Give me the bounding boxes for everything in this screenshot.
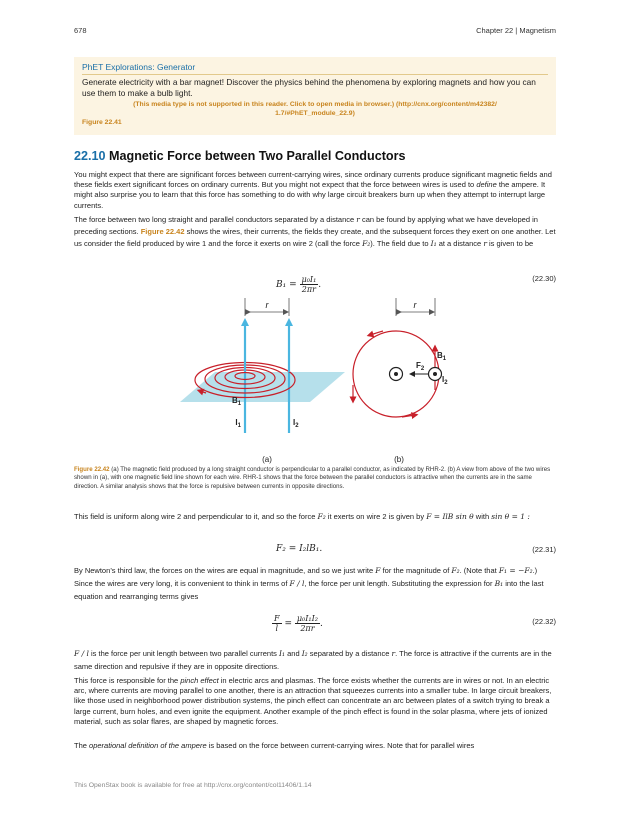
text: it exerts on wire 2 is given by — [327, 512, 425, 521]
text: the ampere. It might also surprise you to learn that this force has something to do with why large circuit breakers burn up when they attempt to interrupt large currents. — [74, 180, 546, 210]
math-F: F — [375, 566, 381, 575]
text-emphasis: operational definition of the ampere — [89, 741, 207, 750]
eq32-lhs-numerator: F — [274, 614, 280, 623]
math-sin-eq: sin θ = 1 : — [491, 512, 530, 521]
math-I1: I₁ — [279, 649, 286, 658]
eq30-tail: . — [318, 280, 322, 290]
text: You might expect that there are significant forces between current-carrying wires, since ordinary currents produce significant magnetic fields and these fields exert significant forces on ordinary currents. But you might not expect that the force between wires is used to — [74, 170, 552, 190]
math-B1: B₁ — [494, 579, 504, 588]
math-I2: I₂ — [301, 649, 308, 658]
phet-box-title[interactable]: PhET Explorations: Generator — [82, 62, 196, 72]
label-B1-b: $B_1$ — [437, 351, 447, 362]
label-r-a: r — [265, 300, 269, 310]
figure-22-42 — [140, 290, 480, 466]
phet-figure-label: Figure 22.41 — [82, 119, 122, 126]
text: at a distance — [438, 239, 482, 248]
math-F2: F₂ — [317, 512, 326, 521]
footer[interactable]: This OpenStax book is available for free at http://cnx.org/content/col11406/1.14 — [74, 782, 312, 789]
label-a: (a) — [262, 455, 272, 464]
section-heading — [74, 149, 406, 163]
text: . The force is attractive if the currents are in the same direction and repulsive if they are in opposite directions. — [74, 649, 552, 671]
phet-media-link[interactable] — [82, 100, 548, 118]
text-emphasis: define — [476, 180, 497, 190]
text: ). The field due to — [370, 239, 429, 248]
eq32-rhs-fraction — [295, 614, 320, 633]
eq30-denominator: 2πr — [301, 285, 316, 294]
text: is the force per unit length between two parallel currents — [91, 649, 277, 658]
text: This force is responsible for the — [74, 676, 179, 685]
equation-number-30: (22.30) — [532, 274, 556, 283]
field-arrow-top — [370, 331, 383, 335]
eq32-numerator: μ₀I₁I₂ — [296, 614, 318, 623]
phet-box-divider — [82, 74, 548, 75]
paragraph-7 — [74, 741, 556, 751]
equation-22-31: F₂ = I₂lB₁. — [276, 544, 323, 554]
label-r-b: r — [413, 300, 417, 310]
text: in electric arcs and plasmas. The force exists whether the currents are in wires or not. In an electric arc, where currents are moving parallel to one another, there is an attraction that squeezes currents into a smaller tube. In large circuit breakers, like those used in neighborhood power distribution systems, the pinch effect can concentrate an arc between plates of a switch trying to break a large current, burn holes, and even ignite the equipment. Another example of the pinch effect is found in the solar plasma, where jets of ionized material, such as solar flares, are shaped by magnetic forces. — [74, 676, 552, 726]
text: By Newton’s third law, the forces on the wires are equal in magnitude, and so we just write — [74, 566, 374, 575]
media-note-line2: 1.7/#PhET_module_22.9) — [275, 110, 355, 117]
page-number: 678 — [74, 26, 87, 35]
eq30-lhs: B₁ = — [276, 280, 297, 290]
label-I2: $I_2$ — [293, 418, 299, 429]
media-note-line1: (This media type is not supported in this reader. Click to open media in browser.) (http://cnx.org/content/m42382/ — [133, 101, 497, 108]
section-number: 22.10 — [74, 149, 106, 163]
paragraph-6 — [74, 676, 556, 727]
eq32-denominator: 2πr — [300, 624, 315, 633]
text: shows the wires, their currents, the fields they create, and the subsequent forces they exert on one another. Let us consider the field produced by wire 1 and the force it exerts on wire 2 (call the force — [74, 227, 556, 248]
text: is given to be — [489, 239, 534, 248]
text: and — [287, 649, 300, 658]
phet-box-text: Generate electricity with a bar magnet! Discover the physics behind the phenomena by exploring magnets and how you can use them to make a bulb light. — [82, 77, 536, 98]
paragraph-4 — [74, 564, 556, 603]
wire-2-center — [433, 372, 437, 376]
text-emphasis: pinch effect — [180, 676, 219, 685]
math-F-over-l: F / l — [289, 579, 305, 588]
math-F1-eq: F₁ = −F₂ — [498, 566, 533, 575]
caption-text: (a) The magnetic field produced by a long straight conductor is perpendicular to a parallel conductor, as indicated by RHR-2. (b) A view from above of the two wires shown in (a), with one magnetic field line shown for each wire. RHR-1 shows that the force between the parallel conductors is attractive when the currents are in the same direction. A similar analysis shows that the force is repulsive between currents in opposite directions. — [74, 466, 551, 490]
label-b: (b) — [394, 455, 404, 464]
math-F-over-l: F / l — [74, 649, 89, 658]
label-B1-a: $B_1$ — [232, 396, 242, 407]
text: This field is uniform along wire 2 and perpendicular to it, and so the force — [74, 512, 316, 521]
text: . (Note that — [459, 566, 497, 575]
text: is based on the force between current-carrying wires. Note that for parallel wires — [208, 741, 475, 750]
math-r: r — [483, 239, 487, 248]
equation-number-32: (22.32) — [532, 617, 556, 626]
caption-label: Figure 22.42 — [74, 466, 110, 473]
wire-1-center — [394, 372, 398, 376]
math-F2: F₂ — [451, 566, 460, 575]
label-F2: $F_2$ — [416, 361, 425, 372]
text: The — [74, 741, 87, 750]
math-r: r — [391, 649, 396, 658]
eq32-lhs-denominator: l — [275, 624, 279, 633]
paragraph-2 — [74, 214, 556, 250]
text: for the magnitude of — [382, 566, 450, 575]
paragraph-5 — [74, 647, 556, 673]
text: can be found by applying what we have developed in preceding sections. — [74, 215, 538, 236]
equation-number-31: (22.31) — [532, 545, 556, 554]
math-F-eq: F = IlB sin θ — [426, 512, 474, 521]
text: with — [475, 512, 490, 521]
text: separated by a distance — [309, 649, 390, 658]
eq32-tail: . — [320, 619, 323, 629]
text: , the force per unit length. Substituting the expression for — [304, 579, 493, 588]
figure-caption — [74, 466, 556, 491]
math-r: r — [356, 215, 360, 224]
equation-22-32 — [272, 614, 323, 633]
chapter-title: Chapter 22 | Magnetism — [476, 26, 556, 35]
paragraph-1 — [74, 170, 556, 211]
label-I1: $I_1$ — [235, 418, 241, 429]
eq32-lhs-fraction — [272, 614, 282, 633]
eq30-numerator: μ₀I₁ — [301, 275, 317, 284]
paragraph-3 — [74, 510, 556, 523]
section-title: Magnetic Force between Two Parallel Conductors — [109, 149, 406, 163]
text: into the last equation and rearranging terms gives — [74, 579, 544, 601]
text: The force between two long straight and parallel conductors separated by a distance — [74, 215, 355, 224]
label-I2-b: $I_2$ — [442, 375, 448, 386]
math-F2: F₂ — [362, 239, 371, 248]
eq32-equals: = — [284, 619, 292, 629]
math-I1: I₁ — [430, 239, 437, 248]
text: .) Since the wires are very long, it is convenient to think in terms of — [74, 566, 538, 588]
figure-link[interactable]: Figure 22.42 — [140, 227, 185, 236]
